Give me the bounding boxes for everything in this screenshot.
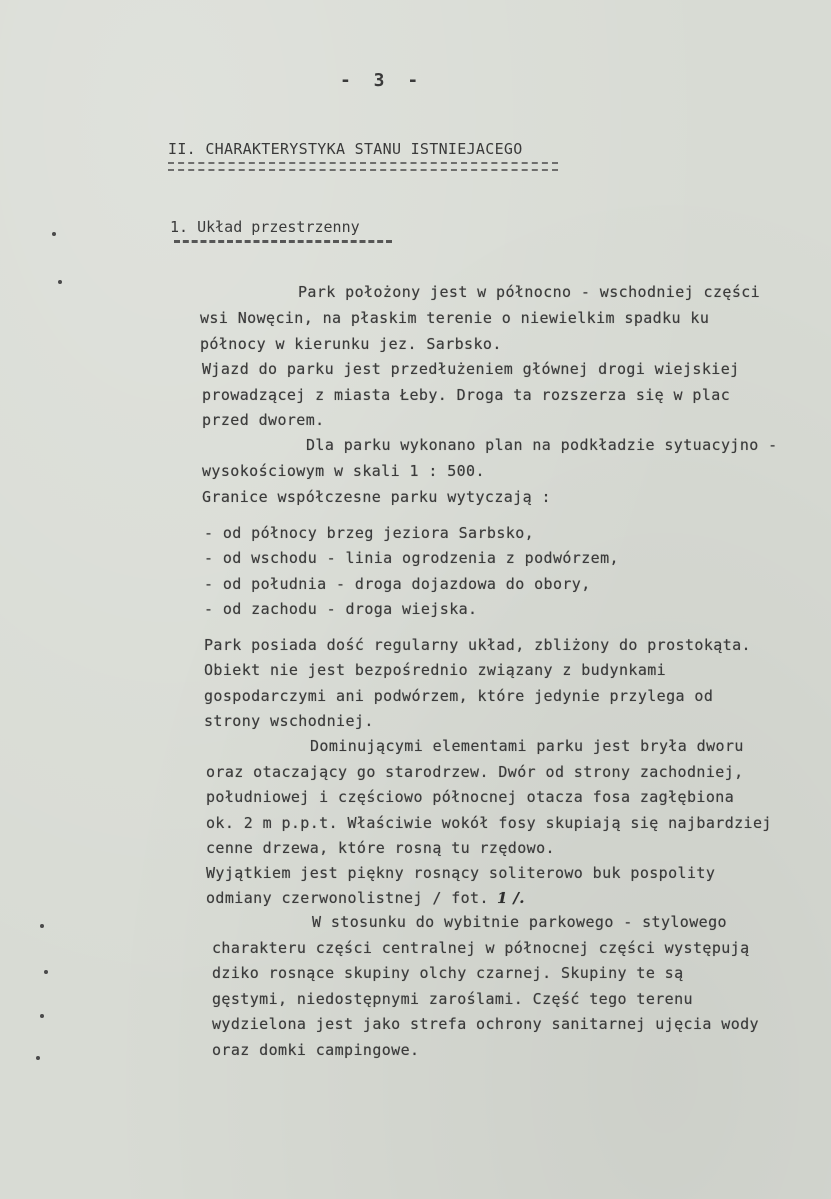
subsection-title: 1. Układ przestrzenny [170, 218, 360, 236]
body-line: Park położony jest w północno - wschodniej części [298, 283, 761, 301]
body-line: ok. 2 m p.p.t. Właściwie wokół fosy skupiają się najbardziej [206, 814, 772, 832]
body-line: strony wschodniej. [204, 712, 374, 730]
body-line: dziko rosnące skupiny olchy czarnej. Skupiny te są [212, 964, 684, 982]
subsection-underline [174, 240, 392, 243]
body-line: Obiekt nie jest bezpośrednio związany z budynkami [204, 661, 667, 679]
body-line: przed dworem. [202, 411, 325, 429]
body-line: - od północy brzeg jeziora Sarbsko, [204, 524, 535, 542]
body-line: prowadzącej z miasta Łeby. Droga ta rozszerza się w plac [202, 386, 731, 404]
body-line: gospodarczymi ani podwórzem, które jedynie przylega od [204, 687, 714, 705]
body-line: cenne drzewa, które rosną tu rzędowo. [206, 839, 555, 857]
body-line: oraz domki campingowe. [212, 1041, 420, 1059]
body-line: oraz otaczający go starodrzew. Dwór od strony zachodniej, [206, 763, 744, 781]
body-line: południowej i częściowo północnej otacza fosa zagłębiona [206, 788, 735, 806]
body-line: wydzielona jest jako strefa ochrony sanitarnej ujęcia wody [212, 1015, 759, 1033]
section-underline [168, 162, 558, 171]
margin-mark [40, 1014, 44, 1018]
body-line: Wjazd do parku jest przedłużeniem głównej drogi wiejskiej [202, 360, 740, 378]
margin-mark [52, 232, 56, 236]
margin-mark [44, 970, 48, 974]
body-line: W stosunku do wybitnie parkowego - stylowego [312, 913, 727, 931]
body-line: charakteru części centralnej w północnej części występują [212, 939, 750, 957]
body-line: - od południa - droga dojazdowa do obory, [204, 575, 591, 593]
page-number: - 3 - [340, 70, 425, 91]
body-line: - od wschodu - linia ogrodzenia z podwórzem, [204, 549, 619, 567]
margin-mark [58, 280, 62, 284]
section-title: II. CHARAKTERYSTYKA STANU ISTNIEJACEGO [168, 140, 523, 158]
body-line: Park posiada dość regularny układ, zbliżony do prostokąta. [204, 636, 751, 654]
body-line: Dominującymi elementami parku jest bryła dworu [310, 737, 744, 755]
body-line: Wyjątkiem jest piękny rosnący soliterowo buk pospolity [206, 864, 716, 882]
photo-ref-text: odmiany czerwonolistnej / fot. [206, 889, 489, 907]
body-line: wsi Nowęcin, na płaskim terenie o niewielkim spadku ku [200, 309, 710, 327]
body-line: północy w kierunku jez. Sarbsko. [200, 335, 502, 353]
body-line: Dla parku wykonano plan na podkładzie sytuacyjno - [306, 436, 778, 454]
margin-mark [40, 924, 44, 928]
body-line: Granice współczesne parku wytyczają : [202, 488, 551, 506]
body-line: - od zachodu - droga wiejska. [204, 600, 478, 618]
body-line [206, 889, 525, 907]
margin-mark [36, 1056, 40, 1060]
body-line: gęstymi, niedostępnymi zaroślami. Część tego terenu [212, 990, 693, 1008]
handwritten-photo-ref: 1 /. [496, 889, 525, 907]
body-line: wysokościowym w skali 1 : 500. [202, 462, 485, 480]
